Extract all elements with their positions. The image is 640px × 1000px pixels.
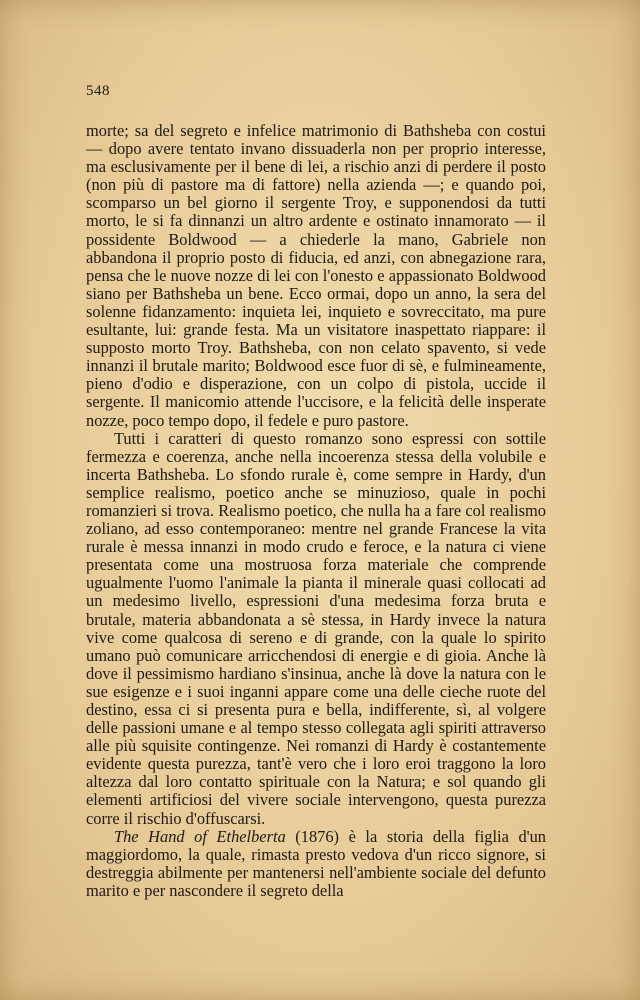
paragraph-3-text: (1876) è la storia della figlia d'un maggiordomo, la quale, rimasta presto vedova d'un ricco signore, si destreggia abilmente per mantenersi nell'ambiente sociale del defunto marito e per nascondere il segreto della xyxy=(86,826,546,900)
paragraph-2-text: Tutti i caratteri di questo romanzo sono espressi con sottile fermezza e coerenza, anche nella incoerenza stessa della volubile e incerta Bathsheba. Lo sfondo rurale è, come sempre in Hardy, d'un semplice realismo, poetico anche se minuzioso, quale in pochi romanzieri si trova. Realismo poetico, che nulla ha a fare col realismo zoliano, ad esso contemporaneo: mentre nel grande Francese la vita rurale è messa innanzi in modo crudo e feroce, e la natura ci viene presentata come una mostruosa forza materiale che comprende ugualmente l'uomo l'animale la pianta il minerale quasi collocati ad un medesimo livello, espressioni d'una medesima forza bruta e brutale, materia abbandonata a sè stessa, in Hardy invece la natura vive come qualcosa di sereno e di grande, con la quale lo spirito umano può comunicare arricchendosi di energie e di gioia. Anche là dove il pessimismo hardiano s'insinua, anche là dove la natura con le sue esigenze e i suoi inganni appare come una delle cieche ruote del destino, essa ci si presenta pura e bella, indifferente, sì, al volgere delle passioni umane e al tempo stesso collegata agli spiriti attraverso alle più squisite contingenze. Nei romanzi di Hardy è costantemente evidente questa purezza, tant'è vero che i loro eroi traggono la loro altezza dal loro contatto spirituale con la Natura; e sol quando gli elementi artificiosi del vivere sociale intervengono, questa purezza corre il rischio d'offuscarsi. xyxy=(86,428,546,828)
body-text xyxy=(86,122,546,900)
book-title-hand-of-ethelberta: The Hand of Ethelberta xyxy=(114,826,286,846)
paragraph-3 xyxy=(86,828,546,900)
paragraph-2 xyxy=(86,430,546,828)
paragraph-1 xyxy=(86,122,546,430)
page-number: 548 xyxy=(86,83,110,99)
paragraph-1-text: morte; sa del segreto e infelice matrimonio di Bathsheba con costui — dopo avere tentato invano dissuaderla non per proprio interesse, ma esclusivamente per il bene di lei, a rischio anzi di perdere il posto (non più di pastore ma di fattore) nella azienda —; e quando poi, scomparso un bel giorno il sergente Troy, e supponendosi da tutti morto, le si fa dinnanzi un altro ardente e ostinato innamorato — il possidente Boldwood — a chiederle la mano, Gabriele non abbandona il proprio posto di fiducia, ed anzi, con abnegazione rara, pensa che le nuove nozze di lei con l'onesto e appassionato Boldwood siano per Bathsheba un bene. Ecco ormai, dopo un anno, la sera del solenne fidanzamento: inquieta lei, inquieto e sovreccitato, ma pure esultante, lui: grande festa. Ma un visitatore inaspettato riappare: il supposto morto Troy. Bathsheba, con non celato spavento, si vede innanzi il brutale marito; Boldwood esce fuor di sè, e fulmineamente, pieno d'odio e disperazione, con un colpo di pistola, uccide il sergente. Il manicomio attende l'uccisore, e la felicità delle insperate nozze, poco tempo dopo, il fedele e puro pastore. xyxy=(86,121,546,430)
